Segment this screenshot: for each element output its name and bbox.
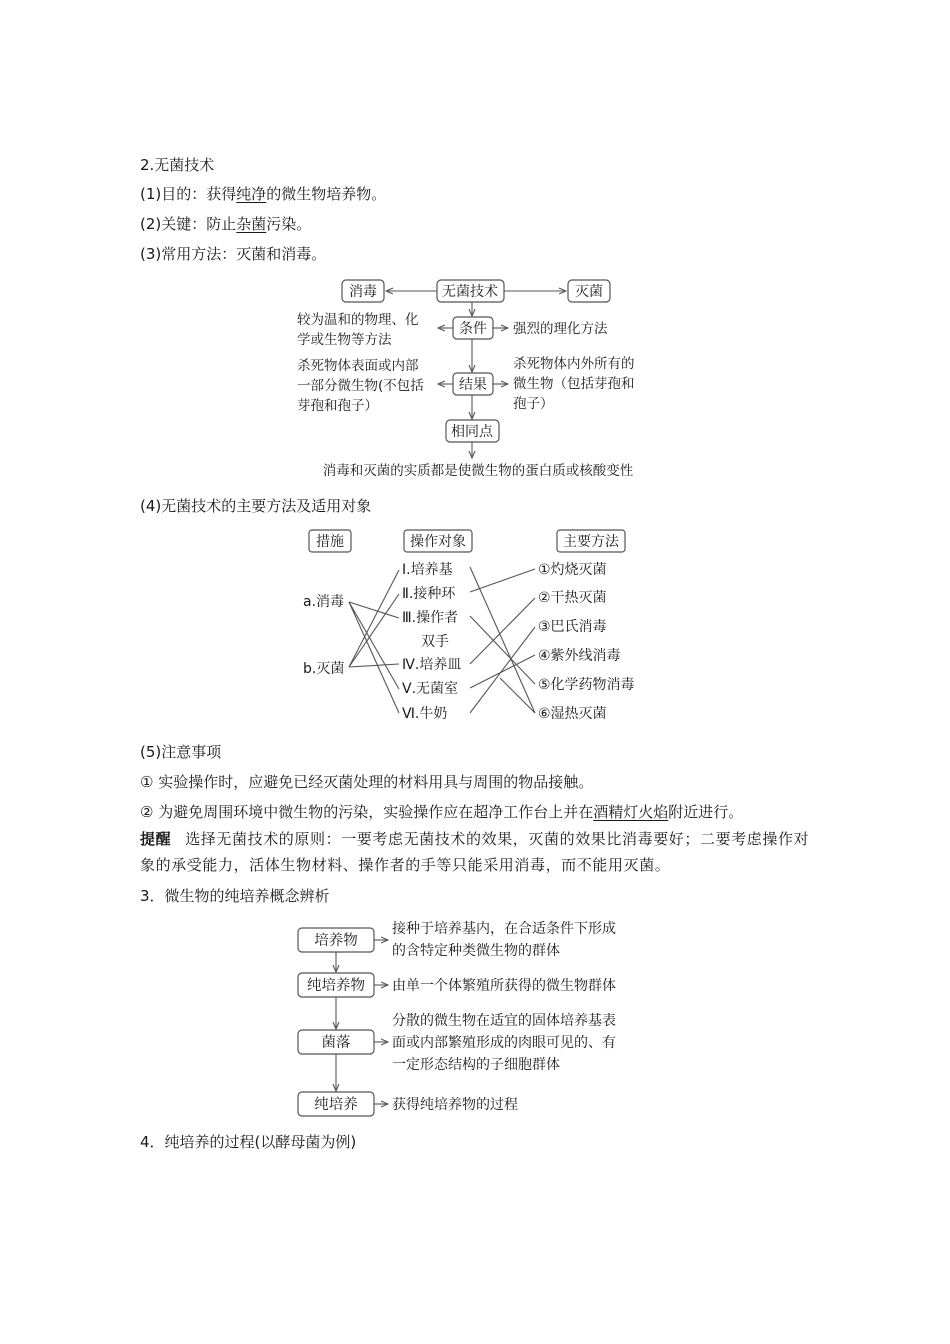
purpose-underlined: 纯净: [236, 185, 267, 203]
desc-2-line1: 由单一个体繁殖所获得的微生物群体: [392, 978, 616, 994]
tip-text: 选择无菌技术的原则：一要考虑无菌技术的效果，灭菌的效果比消毒要好；二要考虑操作对象的承受能力，活体生物材料、操作者的手等只能采用消毒，而不能用灭菌。: [140, 830, 810, 874]
object-3b: 双手: [421, 634, 449, 650]
purpose-pre: (1)目的：获得: [140, 185, 237, 203]
measure-sterilize: b.灭菌: [303, 661, 345, 677]
section3-title: 3．微生物的纯培养概念辨析: [140, 887, 330, 905]
object-4: Ⅳ.培养皿: [402, 657, 462, 673]
res-left-line1: 杀死物体表面或内部: [297, 358, 419, 374]
note2-pre: ② 为避免周围环境中微生物的污染，实验操作应在超净工作台上并在: [140, 803, 594, 821]
desc-3-line2: 面或内部繁殖形成的肉眼可见的、有: [392, 1035, 616, 1051]
note2-underlined: 酒精灯火焰: [593, 803, 669, 821]
purpose-post: 的微生物培养物。: [266, 185, 387, 203]
key-pre: (2)关键：防止: [140, 215, 237, 233]
method-5: ⑤化学药物消毒: [538, 677, 635, 693]
methods-line: (3)常用方法：灭菌和消毒。: [140, 245, 327, 263]
measure-disinfect: a.消毒: [303, 594, 345, 610]
desc-1-line1: 接种于培养基内，在合适条件下形成: [392, 921, 616, 937]
object-6: Ⅵ.牛奶: [402, 706, 448, 722]
colony-label: 菌落: [321, 1035, 351, 1051]
note2-post: 附近进行。: [668, 803, 744, 821]
res-right-line2: 微生物（包括芽孢和: [513, 376, 635, 392]
res-right-line1: 杀死物体内外所有的: [513, 356, 635, 372]
tip-label: 提醒: [140, 830, 172, 848]
result-label: 结果: [459, 377, 487, 393]
object-2: Ⅱ.接种环: [402, 586, 456, 602]
note-item-1: ① 实验操作时，应避免已经灭菌处理的材料用具与周围的物品接触。: [140, 773, 594, 791]
section4-title: (4)无菌技术的主要方法及适用对象: [140, 497, 372, 515]
section4b-title: 4．纯培养的过程(以酵母菌为例): [140, 1133, 357, 1151]
desc-4-line1: 获得纯培养物的过程: [392, 1097, 518, 1113]
section5-title: (5)注意事项: [140, 743, 222, 761]
section-title-aseptic: 2.无菌技术: [140, 156, 215, 174]
aseptic-label: 无菌技术: [442, 284, 498, 300]
object-5: Ⅴ.无菌室: [402, 681, 459, 697]
desc-3-line3: 一定形态结构的子细胞群体: [392, 1057, 560, 1073]
method-3: ③巴氏消毒: [538, 619, 607, 635]
res-left-line3: 芽孢和孢子）: [297, 398, 378, 414]
key-post: 污染。: [266, 215, 312, 233]
res-left-line2: 一部分微生物(不包括: [297, 378, 424, 394]
method-4: ④紫外线消毒: [538, 648, 621, 664]
pure-culture-label: 纯培养物: [307, 978, 365, 994]
culture-label: 培养物: [314, 933, 358, 949]
method-6: ⑥湿热灭菌: [538, 706, 607, 722]
method-2: ②干热灭菌: [538, 590, 607, 606]
object-3: Ⅲ.操作者: [402, 610, 459, 626]
cond-left-line1: 较为温和的物理、化: [297, 312, 419, 328]
cond-right-text: 强烈的理化方法: [513, 321, 608, 337]
res-right-line3: 孢子）: [513, 396, 554, 412]
desc-3-line1: 分散的微生物在适宜的固体培养基表: [392, 1013, 616, 1029]
pure-cultivation-label: 纯培养: [314, 1097, 358, 1113]
condition-label: 条件: [459, 321, 487, 337]
header-measure: 措施: [316, 534, 344, 550]
same-label: 相同点: [451, 424, 493, 440]
method-1: ①灼烧灭菌: [538, 562, 607, 578]
conclusion-text: 消毒和灭菌的实质都是使微生物的蛋白质或核酸变性: [322, 463, 634, 479]
disinfect-label: 消毒: [349, 284, 377, 300]
cond-left-line2: 学或生物等方法: [297, 332, 392, 348]
object-1: Ⅰ.培养基: [402, 562, 453, 578]
header-object: 操作对象: [410, 534, 466, 550]
sterilize-label: 灭菌: [575, 284, 603, 300]
desc-1-line2: 的含特定种类微生物的群体: [392, 943, 560, 959]
key-underlined: 杂菌: [236, 215, 267, 233]
header-method: 主要方法: [563, 534, 619, 550]
